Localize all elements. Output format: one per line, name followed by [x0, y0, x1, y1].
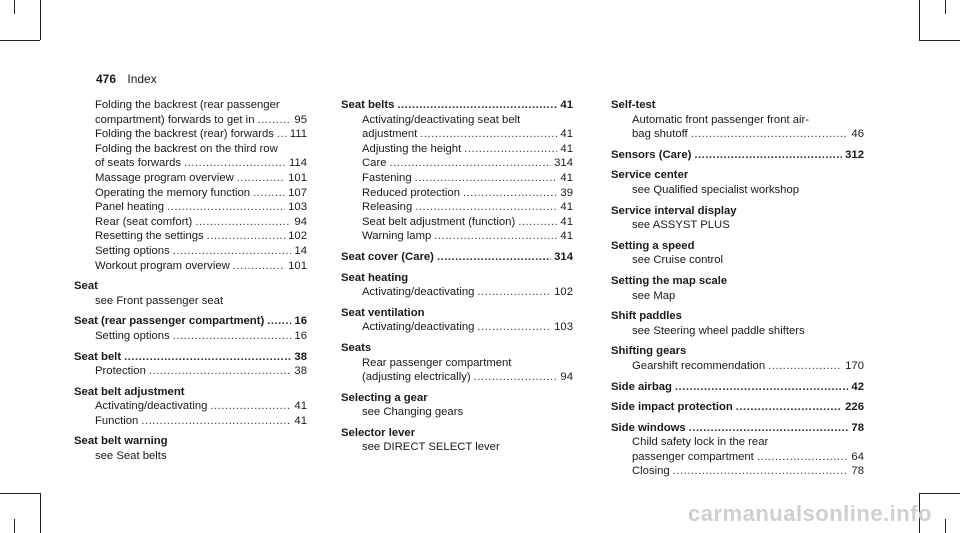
- page-reference-link[interactable]: 101: [288, 171, 307, 184]
- entry-text: Adjusting the height: [362, 142, 462, 155]
- page-reference-link[interactable]: 38: [294, 365, 307, 378]
- page-header: [96, 72, 157, 86]
- index-subentry: [341, 200, 573, 215]
- index-line: [632, 127, 864, 142]
- dot-leader: [233, 259, 285, 274]
- entry-text: Shifting gears: [611, 345, 687, 358]
- index-line: [74, 314, 307, 329]
- index-term: [611, 344, 864, 359]
- dot-leader: [757, 450, 849, 465]
- index-line: [362, 156, 573, 171]
- index-term: [341, 250, 573, 265]
- page-reference-link[interactable]: 41: [560, 142, 573, 155]
- index-line: [611, 421, 864, 436]
- dot-leader: [691, 127, 849, 142]
- index-line: [95, 259, 307, 274]
- index-line: [362, 356, 573, 371]
- entry-text: Service interval display: [611, 204, 737, 217]
- index-term: [611, 421, 864, 436]
- entry-text: see Seat belts: [95, 450, 167, 463]
- index-line: [632, 218, 864, 233]
- index-term: [611, 204, 864, 219]
- index-subentry: [341, 186, 573, 201]
- entry-text: Activating/deactivating: [95, 400, 208, 413]
- index-term: [341, 98, 573, 113]
- entry-text: Rear (seat comfort): [95, 215, 193, 228]
- dot-leader: [277, 127, 287, 142]
- index-line: [611, 344, 864, 359]
- page-reference-link[interactable]: 64: [851, 450, 864, 463]
- index-subentry: [74, 215, 307, 230]
- index-line: [362, 405, 573, 420]
- crop-mark: [945, 0, 946, 14]
- dot-leader: [173, 329, 292, 344]
- index-subentry: [74, 294, 307, 309]
- index-line: [341, 98, 573, 113]
- index-column-1: [74, 98, 307, 464]
- entry-text: Activating/deactivating seat belt: [362, 113, 521, 126]
- index-line: [632, 450, 864, 465]
- page-reference-link[interactable]: 41: [560, 201, 573, 214]
- dot-leader: [518, 215, 557, 230]
- page-reference-link[interactable]: 41: [560, 171, 573, 184]
- dot-leader: [195, 215, 291, 230]
- index-line: [95, 127, 307, 142]
- index-term: [611, 168, 864, 183]
- index-subentry: [341, 440, 573, 455]
- index-term: [341, 341, 573, 356]
- index-line: [611, 380, 864, 395]
- index-line: [95, 156, 307, 171]
- index-line: [362, 320, 573, 335]
- entry-text: Reduced protection: [362, 186, 460, 199]
- entry-text: see Map: [632, 289, 676, 302]
- dot-leader: [673, 464, 849, 479]
- index-line: [632, 324, 864, 339]
- index-subentry: [341, 405, 573, 420]
- entry-text: Function: [95, 414, 139, 427]
- dot-leader: [434, 229, 557, 244]
- index-subentry: [74, 244, 307, 259]
- entry-text: Seat cover (Care): [341, 250, 434, 263]
- index-line: [611, 239, 864, 254]
- index-term: [74, 350, 307, 365]
- index-line: [95, 294, 307, 309]
- index-term: [611, 98, 864, 113]
- index-line: [95, 171, 307, 186]
- index-column-3: [611, 98, 864, 479]
- entry-text: Seat (rear passenger compartment): [74, 315, 265, 328]
- page-reference-link[interactable]: 102: [554, 286, 573, 299]
- page-reference-link[interactable]: 314: [554, 250, 573, 263]
- page-reference-link[interactable]: 14: [294, 244, 307, 257]
- dot-leader: [207, 229, 286, 244]
- index-term: [74, 434, 307, 449]
- entry-text: Seats: [341, 341, 372, 354]
- entry-text: Panel heating: [95, 201, 165, 214]
- page-number: 476: [96, 72, 117, 86]
- entry-text: Seat: [74, 280, 98, 293]
- index-line: [341, 391, 573, 406]
- index-line: [611, 400, 864, 415]
- entry-text: Seat heating: [341, 271, 409, 284]
- index-subentry: [74, 127, 307, 142]
- index-subentry: [341, 356, 573, 385]
- index-line: [632, 289, 864, 304]
- index-line: [362, 171, 573, 186]
- index-line: [95, 200, 307, 215]
- index-line: [611, 204, 864, 219]
- page-reference-link[interactable]: 103: [288, 201, 307, 214]
- entry-text: Activating/deactivating: [362, 321, 475, 334]
- page-reference-link[interactable]: 107: [288, 186, 307, 199]
- crop-mark: [40, 0, 41, 40]
- entry-text: Seat belt: [74, 350, 122, 363]
- entry-text: Gearshift recommendation: [632, 359, 766, 372]
- index-line: [341, 341, 573, 356]
- entry-text: adjustment: [362, 128, 418, 141]
- dot-leader: [689, 421, 849, 436]
- index-line: [341, 426, 573, 441]
- entry-text: Releasing: [362, 201, 413, 214]
- index-subentry: [74, 98, 307, 127]
- entry-text: see Qualified specialist workshop: [632, 183, 800, 196]
- index-line: [95, 244, 307, 259]
- index-line: [362, 440, 573, 455]
- entry-text: passenger compartment: [632, 450, 754, 463]
- index-line: [95, 364, 307, 379]
- index-line: [95, 414, 307, 429]
- index-line: [95, 142, 307, 157]
- page-reference-link[interactable]: 94: [560, 371, 573, 384]
- section-title: Index: [127, 72, 157, 86]
- page-reference-link[interactable]: 41: [560, 99, 573, 111]
- page-reference-link[interactable]: 103: [554, 321, 573, 334]
- index-subentry: [341, 229, 573, 244]
- index-line: [632, 435, 864, 450]
- page-reference-link[interactable]: 16: [294, 315, 307, 328]
- index-line: [611, 274, 864, 289]
- entry-text: see Front passenger seat: [95, 294, 224, 307]
- index-subentry: [611, 218, 864, 233]
- entry-text: Side windows: [611, 421, 686, 434]
- dot-leader: [173, 244, 292, 259]
- dot-leader: [124, 350, 291, 365]
- index-line: [611, 309, 864, 324]
- dot-leader: [397, 98, 557, 113]
- dot-leader: [141, 414, 291, 429]
- entry-text: Protection: [95, 365, 146, 378]
- index-subentry: [341, 113, 573, 142]
- entry-text: Setting options: [95, 329, 170, 342]
- entry-text: see ASSYST PLUS: [632, 219, 730, 232]
- entry-text: Folding the backrest (rear) forwards: [95, 128, 274, 141]
- entry-text: Workout program overview: [95, 259, 230, 272]
- entry-text: compartment) forwards to get in: [95, 113, 255, 126]
- index-term: [341, 391, 573, 406]
- dot-leader: [437, 250, 551, 265]
- crop-mark: [0, 40, 40, 41]
- index-term: [611, 380, 864, 395]
- entry-text: Selector lever: [341, 426, 416, 439]
- index-line: [341, 250, 573, 265]
- page-reference-link[interactable]: 41: [560, 215, 573, 228]
- index-line: [95, 98, 307, 113]
- index-line: [95, 399, 307, 414]
- index-line: [95, 113, 307, 128]
- dot-leader: [237, 171, 285, 186]
- page-reference-link[interactable]: 41: [560, 230, 573, 243]
- index-line: [74, 434, 307, 449]
- page-reference-link[interactable]: 78: [851, 465, 864, 478]
- index-subentry: [611, 324, 864, 339]
- dot-leader: [736, 400, 842, 415]
- dot-leader: [167, 200, 285, 215]
- index-subentry: [611, 113, 864, 142]
- entry-text: Seat belts: [341, 99, 395, 111]
- index-line: [362, 229, 573, 244]
- index-line: [95, 186, 307, 201]
- index-term: [611, 274, 864, 289]
- index-subentry: [74, 142, 307, 171]
- entry-text: Massage program overview: [95, 171, 234, 184]
- page-reference-link[interactable]: 95: [294, 113, 307, 126]
- page-reference-link[interactable]: 94: [294, 215, 307, 228]
- entry-text: Seat belt warning: [74, 435, 168, 448]
- entry-text: Sensors (Care): [611, 148, 692, 161]
- entry-text: Shift paddles: [611, 310, 682, 323]
- index-subentry: [74, 259, 307, 274]
- index-term: [611, 309, 864, 324]
- index-term: [74, 314, 307, 329]
- entry-text: see Changing gears: [362, 406, 464, 419]
- index-term: [341, 426, 573, 441]
- page-reference-link[interactable]: 114: [288, 157, 307, 170]
- dot-leader: [390, 156, 552, 171]
- page-reference-link[interactable]: 41: [294, 400, 307, 413]
- page-reference-link[interactable]: 312: [845, 148, 864, 161]
- index-subentry: [341, 142, 573, 157]
- page-reference-link[interactable]: 314: [554, 157, 573, 170]
- crop-mark: [40, 493, 41, 533]
- index-line: [362, 186, 573, 201]
- dot-leader: [768, 359, 842, 374]
- page-reference-link[interactable]: 170: [845, 359, 864, 372]
- entry-text: of seats forwards: [95, 157, 182, 170]
- entry-text: Fastening: [362, 171, 412, 184]
- index-term: [74, 385, 307, 400]
- index-line: [95, 229, 307, 244]
- index-line: [362, 142, 573, 157]
- index-subentry: [341, 285, 573, 300]
- entry-text: Care: [362, 157, 387, 170]
- entry-text: Self-test: [611, 99, 656, 111]
- index-line: [611, 98, 864, 113]
- dot-leader: [267, 314, 291, 329]
- index-subentry: [74, 229, 307, 244]
- page-reference-link[interactable]: 38: [294, 350, 307, 363]
- index-line: [611, 168, 864, 183]
- entry-text: (adjusting electrically): [362, 371, 471, 384]
- dot-leader: [415, 171, 558, 186]
- crop-mark: [919, 0, 920, 40]
- dot-leader: [184, 156, 286, 171]
- index-line: [632, 464, 864, 479]
- dot-leader: [463, 186, 557, 201]
- index-subentry: [341, 320, 573, 335]
- crop-mark: [919, 40, 960, 41]
- index-subentry: [74, 399, 307, 414]
- entry-text: Folding the backrest on the third row: [95, 142, 278, 155]
- index-subentry: [341, 171, 573, 186]
- entry-text: Setting the map scale: [611, 274, 728, 287]
- dot-leader: [257, 113, 291, 128]
- watermark: carmanualsonline.info: [688, 501, 932, 526]
- entry-text: see DIRECT SELECT lever: [362, 441, 500, 454]
- page-reference-link[interactable]: 41: [560, 128, 573, 141]
- index-line: [362, 127, 573, 142]
- entry-text: Activating/deactivating: [362, 286, 475, 299]
- entry-text: Setting options: [95, 244, 170, 257]
- crop-mark: [945, 519, 946, 533]
- dot-leader: [210, 399, 291, 414]
- index-line: [632, 113, 864, 128]
- index-line: [632, 183, 864, 198]
- index-subentry: [611, 359, 864, 374]
- entry-text: Automatic front passenger front air-: [632, 113, 810, 126]
- index-term: [341, 271, 573, 286]
- index-line: [95, 329, 307, 344]
- index-subentry: [341, 156, 573, 171]
- index-line: [362, 215, 573, 230]
- index-line: [341, 271, 573, 286]
- dot-leader: [477, 320, 551, 335]
- index-term: [611, 400, 864, 415]
- entry-text: Warning lamp: [362, 230, 432, 243]
- entry-text: Seat belt adjustment (function): [362, 215, 516, 228]
- dot-leader: [694, 148, 842, 163]
- index-line: [95, 215, 307, 230]
- page-reference-link[interactable]: 42: [851, 380, 864, 393]
- index-subentry: [341, 215, 573, 230]
- index-column-2: [341, 98, 573, 455]
- index-line: [74, 350, 307, 365]
- page-reference-link[interactable]: 226: [845, 401, 864, 414]
- index-subentry: [74, 186, 307, 201]
- index-line: [632, 253, 864, 268]
- crop-mark: [0, 493, 40, 494]
- dot-leader: [675, 380, 849, 395]
- page-reference-link[interactable]: 39: [560, 186, 573, 199]
- entry-text: Selecting a gear: [341, 391, 428, 404]
- entry-text: Side airbag: [611, 380, 672, 393]
- crop-mark: [14, 0, 15, 14]
- index-line: [362, 113, 573, 128]
- entry-text: Side impact protection: [611, 401, 733, 414]
- index-line: [74, 279, 307, 294]
- entry-text: bag shutoff: [632, 128, 688, 141]
- index-line: [611, 148, 864, 163]
- entry-text: Folding the backrest (rear passenger: [95, 99, 280, 111]
- entry-text: Resetting the settings: [95, 230, 204, 243]
- index-term: [611, 148, 864, 163]
- index-subentry: [74, 171, 307, 186]
- dot-leader: [420, 127, 557, 142]
- entry-text: Setting a speed: [611, 239, 695, 252]
- page-reference-link[interactable]: 41: [294, 414, 307, 427]
- dot-leader: [474, 370, 558, 385]
- index-line: [362, 285, 573, 300]
- dot-leader: [415, 200, 557, 215]
- index-subentry: [74, 200, 307, 215]
- index-subentry: [611, 289, 864, 304]
- dot-leader: [464, 142, 557, 157]
- index-subentry: [611, 464, 864, 479]
- index-subentry: [74, 449, 307, 464]
- index-line: [341, 306, 573, 321]
- crop-mark: [14, 519, 15, 533]
- page-reference-link[interactable]: 78: [851, 421, 864, 434]
- dot-leader: [149, 364, 292, 379]
- entry-text: see Steering wheel paddle shifters: [632, 324, 805, 337]
- entry-text: Seat ventilation: [341, 306, 425, 319]
- index-line: [362, 200, 573, 215]
- index-term: [341, 306, 573, 321]
- index-line: [362, 370, 573, 385]
- index-subentry: [611, 183, 864, 198]
- index-subentry: [611, 253, 864, 268]
- page-reference-link[interactable]: 46: [851, 128, 864, 141]
- page-reference-link[interactable]: 111: [289, 128, 307, 141]
- index-line: [95, 449, 307, 464]
- page-reference-link[interactable]: 16: [294, 329, 307, 342]
- page-reference-link[interactable]: 102: [288, 230, 307, 243]
- entry-text: Rear passenger compartment: [362, 356, 512, 369]
- index-term: [611, 239, 864, 254]
- entry-text: see Cruise control: [632, 254, 724, 267]
- index-subentry: [611, 435, 864, 464]
- index-term: [74, 279, 307, 294]
- dot-leader: [253, 186, 285, 201]
- entry-text: Seat belt adjustment: [74, 385, 185, 398]
- entry-text: Closing: [632, 465, 670, 478]
- crop-mark: [919, 493, 960, 494]
- index-subentry: [74, 329, 307, 344]
- entry-text: Service center: [611, 169, 689, 182]
- index-line: [632, 359, 864, 374]
- entry-text: Operating the memory function: [95, 186, 251, 199]
- index-subentry: [74, 414, 307, 429]
- dot-leader: [477, 285, 551, 300]
- index-line: [74, 385, 307, 400]
- page-reference-link[interactable]: 101: [288, 259, 307, 272]
- index-subentry: [74, 364, 307, 379]
- entry-text: Child safety lock in the rear: [632, 436, 769, 449]
